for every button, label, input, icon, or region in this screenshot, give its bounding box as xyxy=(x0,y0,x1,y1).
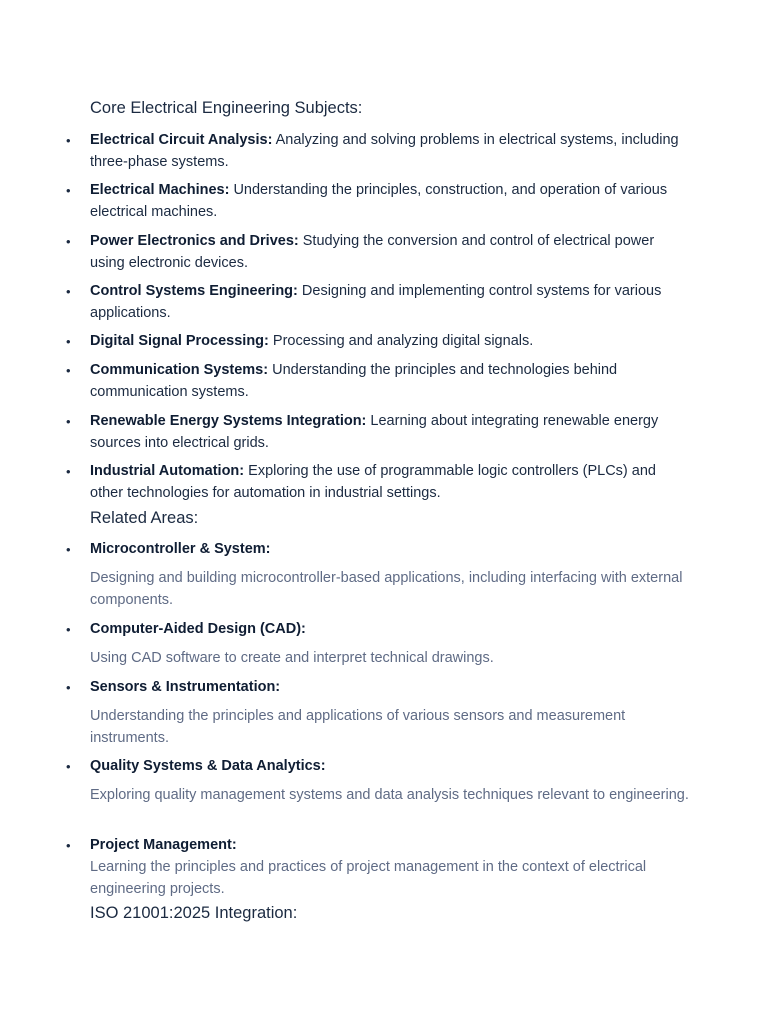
item-title: Sensors & Instrumentation: xyxy=(90,679,281,695)
item-title: Computer-Aided Design (CAD): xyxy=(90,621,306,637)
item-text: Processing and analyzing digital signals. xyxy=(268,333,534,349)
list-item xyxy=(90,130,685,173)
item-text: Understanding the principles and technologies behind communication systems. xyxy=(90,362,618,400)
item-text: Exploring the use of programmable logic controllers (PLCs) and other technologies for automation in industrial settings. xyxy=(90,463,656,501)
list-item xyxy=(90,835,685,857)
item-text: Designing and implementing control systems for various applications. xyxy=(90,283,662,321)
list-item xyxy=(90,461,685,504)
iso-integration-heading: ISO 21001:2025 Integration: xyxy=(90,904,298,922)
item-title: Power Electronics and Drives: xyxy=(90,233,299,249)
item-title: Digital Signal Processing: xyxy=(90,333,269,349)
item-description: Using CAD software to create and interpret technical drawings. xyxy=(90,650,494,666)
list-item xyxy=(90,281,685,324)
list-item xyxy=(90,619,685,641)
item-text: Understanding the principles, construction, and operation of various electrical machines. xyxy=(90,182,668,220)
item-title: Project Management: xyxy=(90,837,237,853)
list-item xyxy=(90,677,685,699)
item-description: Designing and building microcontroller-based applications, including interfacing with external components. xyxy=(90,570,683,608)
item-text: Studying the conversion and control of electrical power using electronic devices. xyxy=(90,233,655,271)
item-title: Control Systems Engineering: xyxy=(90,283,298,299)
list-item xyxy=(90,231,685,274)
list-item xyxy=(90,180,685,223)
list-item xyxy=(90,360,685,403)
item-title: Electrical Machines: xyxy=(90,182,230,198)
item-description: Exploring quality management systems and data analysis techniques relevant to engineering. xyxy=(90,787,689,803)
core-subjects-heading: Core Electrical Engineering Subjects: xyxy=(90,99,363,117)
item-title: Quality Systems & Data Analytics: xyxy=(90,758,326,774)
item-title: Industrial Automation: xyxy=(90,463,245,479)
item-title: Electrical Circuit Analysis: xyxy=(90,132,273,148)
item-title: Communication Systems: xyxy=(90,362,269,378)
item-title: Microcontroller & System: xyxy=(90,541,271,557)
item-description: Learning the principles and practices of project management in the context of electrical engineering projects. xyxy=(90,859,647,897)
item-title: Renewable Energy Systems Integration: xyxy=(90,413,367,429)
related-areas-heading: Related Areas: xyxy=(90,509,199,527)
item-text: Analyzing and solving problems in electrical systems, including three-phase systems. xyxy=(90,132,679,170)
list-item xyxy=(90,756,685,778)
list-item xyxy=(90,411,685,454)
list-item xyxy=(90,539,685,561)
list-item xyxy=(90,331,685,353)
item-text: Learning about integrating renewable energy sources into electrical grids. xyxy=(90,413,659,451)
item-description: Understanding the principles and applications of various sensors and measurement instruments. xyxy=(90,708,626,746)
